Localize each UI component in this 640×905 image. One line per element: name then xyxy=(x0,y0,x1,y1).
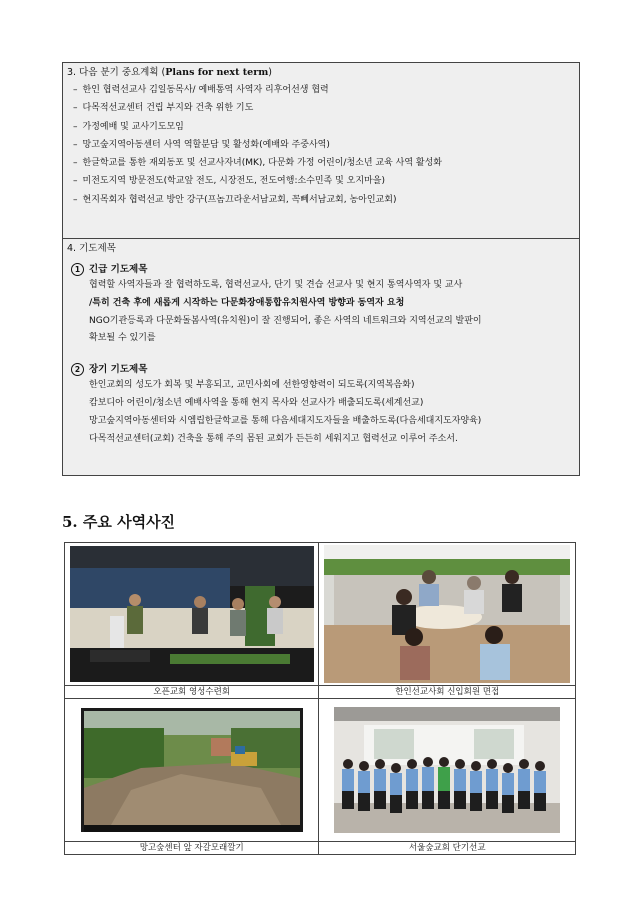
photo-grid xyxy=(64,542,576,855)
plan-item: – 망고숲지역아동센터 사역 역할분담 및 활성화(예배와 주중사역) xyxy=(67,136,575,154)
prayer-line: /특히 건축 후에 새롭게 시작하는 다문화장애통합유치원사역 방향과 동역자 요청 xyxy=(89,297,405,308)
circled-number-2: 2 xyxy=(71,363,84,376)
plan-item: – 한인 협력선교사 김일동목사/ 예배통역 사역자 리후어선생 협력 xyxy=(67,81,575,99)
plan-item: – 미전도지역 방문전도(학교앞 전도, 시장전도, 전도여행:소수민족 및 오지마을) xyxy=(67,172,575,190)
section3-title xyxy=(67,65,575,80)
photo-cell xyxy=(319,543,576,686)
section3-title-en: Plans for next term xyxy=(165,67,269,78)
prayer-line: 망고숲지역아동센터와 시엠립한글학교를 통해 다음세대지도자들을 배출하도록(다음세대지도자양육) xyxy=(89,415,482,426)
urgent-prayer-label: 긴급 기도제목 xyxy=(89,264,148,275)
group-photo xyxy=(334,707,560,833)
plan-item: – 현지목회자 협력선교 방안 강구(프놈끄라운서남교회, 꼭뻬서남교회, 농아인교회) xyxy=(67,191,575,209)
photo-cell xyxy=(319,699,576,842)
photo-cell xyxy=(65,543,319,686)
prayer-line: NGO기관등록과 다문화돌봄사역(유치원)이 잘 진행되어, 좋은 사역의 네트워크와 지역선교의 발판이 xyxy=(89,315,482,326)
longterm-prayer-heading xyxy=(71,362,575,377)
plan-item: – 한글학교를 통한 재외동포 및 선교사자녀(MK), 다문화 가정 어린이/청소년 교육 사역 활성화 xyxy=(67,154,575,172)
photo-caption: 한인선교사회 신입회원 면접 xyxy=(319,686,576,699)
conference-stage-photo xyxy=(70,546,314,682)
urgent-prayer-heading xyxy=(71,262,575,277)
prayer-line: 한인교회의 성도가 회복 및 부흥되고, 교민사회에 선한영향력이 되도록(지역복음화) xyxy=(89,380,415,391)
prayer-line: 다목적선교센터(교회) 건축을 통해 주의 몸된 교회가 든든히 세워지고 협력선교 이루어 주소서. xyxy=(89,433,458,444)
photo-caption: 망고숲센터 앞 자갈모래깔기 xyxy=(65,842,319,855)
plan-item: – 다목적선교센터 건립 부지와 건축 위한 기도 xyxy=(67,99,575,117)
meeting-cafe-photo xyxy=(324,545,570,683)
photos-section-title: 5. 주요 사역사진 xyxy=(62,513,176,531)
section-next-term-plans xyxy=(63,63,579,239)
photo-caption: 오픈교회 영성수련회 xyxy=(65,686,319,699)
section-prayer-topics xyxy=(63,239,579,475)
plans-list xyxy=(67,81,575,209)
longterm-prayer-label: 장기 기도제목 xyxy=(89,364,148,376)
section4-title: 4. 기도제목 xyxy=(67,243,116,254)
plan-item: – 가정예배 및 교사기도모임 xyxy=(67,118,575,136)
plan-prayer-box xyxy=(62,62,580,476)
section3-title-close: ) xyxy=(268,67,272,78)
prayer-line: 캄보디아 어린이/청소년 예배사역을 통해 현지 목사와 선교사가 배출되도록(세계선교) xyxy=(89,397,424,408)
section3-title-ko: 3. 다음 분기 중요계획 ( xyxy=(67,67,166,78)
prayer-line: 확보될 수 있기를 xyxy=(89,333,156,344)
prayer-line: 협력할 사역자들과 잘 협력하도록, 협력선교사, 단기 및 견습 선교사 및 현지 통역사역자 및 교사 xyxy=(89,280,463,290)
circled-number-1: 1 xyxy=(71,263,84,276)
construction-site-photo xyxy=(81,708,303,832)
photo-cell xyxy=(65,699,319,842)
photo-caption: 서울숲교회 단기선교 xyxy=(319,842,576,855)
